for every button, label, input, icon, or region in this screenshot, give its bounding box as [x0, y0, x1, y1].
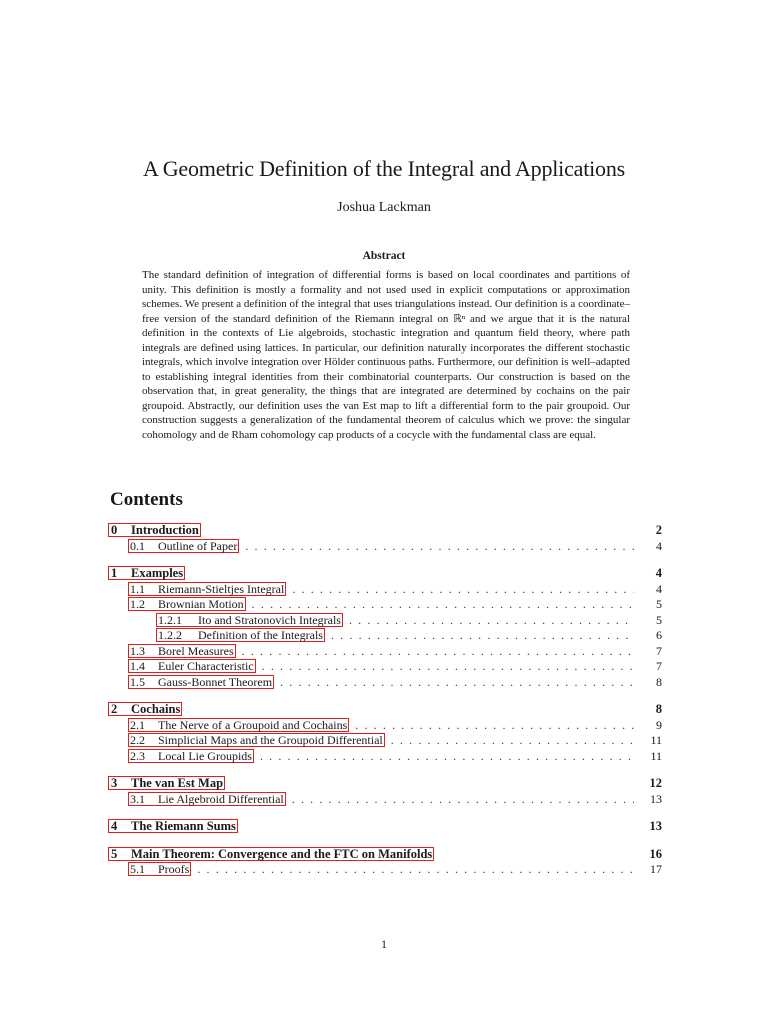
toc-number: 0 — [111, 523, 118, 537]
toc-number: 1 — [111, 566, 118, 580]
paper-title: A Geometric Definition of the Integral and Applications — [142, 156, 626, 181]
toc-number: 1.2.1 — [158, 612, 182, 627]
toc-number: 5.1 — [130, 862, 145, 876]
toc-number: 1.2 — [130, 597, 145, 611]
dot-leader — [355, 718, 634, 734]
toc-section — [108, 847, 662, 878]
toc-title: Brownian Motion — [158, 597, 244, 611]
toc-entry[interactable] — [108, 566, 662, 582]
toc-link[interactable] — [128, 659, 256, 673]
toc-page: 16 — [649, 846, 662, 861]
author-name: Joshua Lackman — [337, 200, 431, 215]
dot-leader — [292, 582, 634, 598]
contents-heading: Contents — [110, 489, 183, 510]
dot-leader — [349, 613, 634, 629]
toc-number: 5 — [111, 846, 118, 861]
toc-title: Ito and Stratonovich Integrals — [198, 612, 341, 627]
toc-title: The Riemann Sums — [131, 819, 236, 833]
toc-number: 1.4 — [130, 659, 145, 673]
toc-page: 6 — [656, 628, 662, 642]
toc-page: 13 — [650, 791, 662, 806]
toc-link[interactable] — [156, 613, 343, 627]
toc-entry[interactable] — [108, 718, 662, 734]
toc-entry[interactable] — [108, 702, 662, 718]
toc-link[interactable] — [156, 628, 325, 642]
toc-entry[interactable] — [108, 613, 662, 629]
abstract-text: The standard definition of integration of differential forms is based on local coordinates and partitions of unity. This definition is mostly a formality and not used used in explicit computations or approximation schemes. We present a definition of the integral that uses triangulations instead. Our definition is a coordinate–free version of the standard definition of the Riemann integral on ℝⁿ and we argue that it is the natural definition in the contexts of Lie algebroids, stochastic integration and quantum field theory, where path integrals are defined using lattices. In particular, our definition naturally incorporates the different stochastic integrals, which involve integration over Hölder continuous paths. Furthermore, our definition is well–adapted to establishing integral identities from their combinatorial counterparts. Our construction is based on the observation that, in great generality, the things that are integrated are determined by cochains on the pair groupoid. Abstractly, our definition uses the van Est map to lift a differential form to the pair groupoid. Our construction suggests a generalization of the fundamental theorem of calculus which we prove: the singular cohomology and de Rham cohomology cap products of a cocycle with the fundamental class are equal. — [142, 269, 630, 441]
toc-number: 2.2 — [130, 733, 145, 747]
toc-title: Proofs — [158, 862, 190, 876]
toc-title: Simplicial Maps and the Groupoid Differential — [158, 733, 383, 747]
dot-leader — [242, 644, 634, 660]
toc-entry[interactable] — [108, 539, 662, 555]
toc-page: 4 — [655, 566, 662, 580]
dot-leader — [331, 628, 634, 644]
toc-page: 9 — [656, 717, 662, 732]
toc-page: 11 — [650, 733, 662, 747]
toc-page: 5 — [656, 597, 662, 611]
toc-page: 8 — [656, 674, 662, 689]
toc-page: 12 — [649, 776, 662, 790]
toc-link[interactable] — [128, 597, 246, 611]
toc-page: 2 — [655, 523, 662, 537]
dot-leader — [391, 733, 634, 749]
toc-entry[interactable] — [108, 659, 662, 675]
toc-number: 3.1 — [130, 791, 145, 806]
toc-entry[interactable] — [108, 523, 662, 539]
dot-leader — [260, 749, 634, 765]
toc-link[interactable] — [128, 862, 191, 876]
toc-link[interactable] — [128, 582, 286, 596]
toc-page: 4 — [656, 581, 662, 596]
toc-page: 5 — [656, 612, 662, 627]
toc-entry[interactable] — [108, 597, 662, 613]
toc-number: 2 — [111, 702, 118, 716]
toc-entry[interactable] — [108, 733, 662, 749]
toc-page: 8 — [655, 702, 662, 716]
toc-title: Introduction — [131, 523, 199, 537]
toc-link[interactable] — [128, 644, 236, 658]
toc-link[interactable] — [108, 523, 201, 537]
toc-link[interactable] — [128, 539, 239, 553]
toc-link[interactable] — [128, 718, 349, 732]
toc-section — [108, 702, 662, 764]
toc-number: 0.1 — [130, 538, 145, 553]
toc-page: 4 — [656, 538, 662, 553]
toc-number: 1.1 — [130, 581, 145, 596]
toc-link[interactable] — [108, 776, 225, 790]
toc-title: Outline of Paper — [158, 538, 238, 553]
dot-leader — [245, 539, 634, 555]
toc-entry[interactable] — [108, 628, 662, 644]
dot-leader — [292, 792, 634, 808]
toc-link[interactable] — [128, 749, 254, 763]
toc-page: 13 — [649, 819, 662, 833]
toc-title: Local Lie Groupids — [158, 748, 252, 763]
toc-page: 17 — [650, 862, 662, 876]
toc-link[interactable] — [108, 566, 185, 580]
toc-entry[interactable] — [108, 582, 662, 598]
toc-entry[interactable] — [108, 749, 662, 765]
toc-title: Euler Characteristic — [158, 659, 254, 673]
toc-page: 11 — [650, 748, 662, 763]
toc-number: 2.1 — [130, 717, 145, 732]
toc-entry[interactable] — [108, 675, 662, 691]
toc-title: Examples — [131, 566, 184, 580]
toc-title: The Nerve of a Groupoid and Cochains — [158, 717, 348, 732]
toc-title: Riemann-Stieltjes Integral — [158, 581, 285, 596]
toc-section — [108, 819, 662, 835]
toc-number: 4 — [111, 819, 118, 833]
toc-title: Main Theorem: Convergence and the FTC on Manifolds — [131, 846, 433, 861]
toc-number: 2.3 — [130, 748, 145, 763]
toc-title: Cochains — [131, 702, 181, 716]
toc-entry[interactable] — [108, 862, 662, 878]
toc-title: Gauss-Bonnet Theorem — [158, 674, 273, 689]
toc-number: 1.5 — [130, 674, 145, 689]
toc-link[interactable] — [108, 702, 182, 716]
toc-link[interactable] — [108, 819, 238, 833]
toc-title: Definition of the Integrals — [198, 628, 323, 642]
toc-title: The van Est Map — [131, 776, 224, 790]
toc-title: Borel Measures — [158, 643, 234, 658]
dot-leader — [262, 659, 634, 675]
toc-entry[interactable] — [108, 644, 662, 660]
table-of-contents — [108, 523, 662, 890]
toc-page: 7 — [656, 659, 662, 673]
toc-section — [108, 566, 662, 690]
toc-number: 1.3 — [130, 643, 145, 658]
toc-section — [108, 776, 662, 807]
toc-title: Lie Algebroid Differential — [158, 791, 284, 806]
toc-entry[interactable] — [108, 792, 662, 808]
toc-page: 7 — [656, 643, 662, 658]
dot-leader — [197, 862, 634, 878]
toc-section — [108, 523, 662, 554]
toc-link[interactable] — [108, 847, 434, 861]
toc-number: 3 — [111, 776, 118, 790]
toc-entry[interactable] — [108, 776, 662, 792]
toc-link[interactable] — [128, 792, 286, 806]
toc-entry[interactable] — [108, 819, 662, 835]
dot-leader — [280, 675, 634, 691]
toc-number: 1.2.2 — [158, 628, 182, 642]
page-number: 1 — [381, 937, 387, 951]
toc-link[interactable] — [128, 675, 274, 689]
toc-link[interactable] — [128, 733, 385, 747]
toc-entry[interactable] — [108, 847, 662, 863]
dot-leader — [252, 597, 634, 613]
abstract-heading: Abstract — [362, 250, 406, 262]
